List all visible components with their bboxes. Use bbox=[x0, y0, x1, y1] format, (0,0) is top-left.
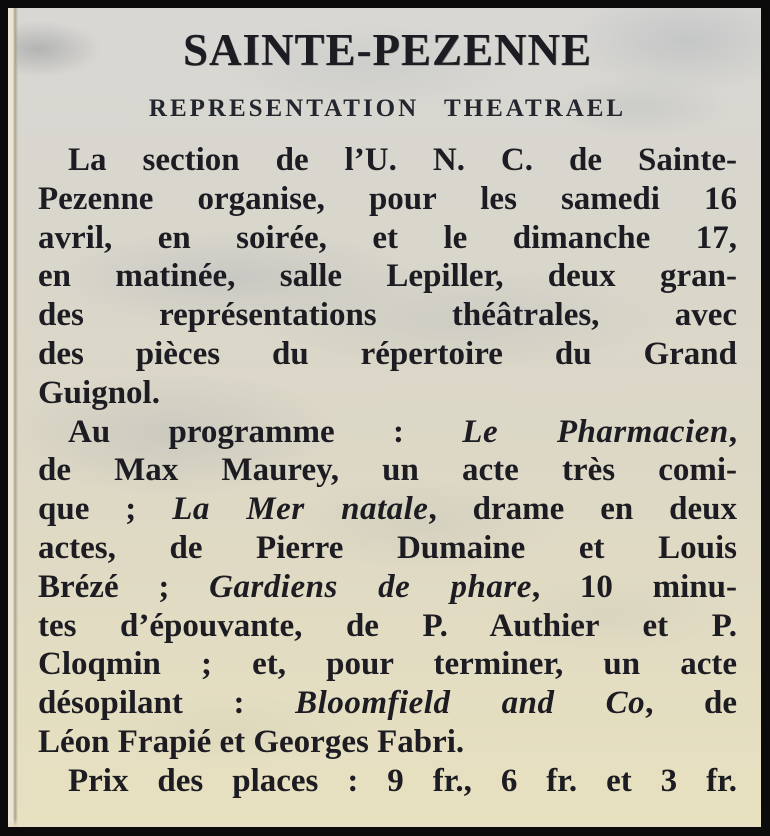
article bbox=[8, 8, 761, 801]
newspaper-clipping bbox=[8, 8, 761, 827]
article-body bbox=[38, 141, 737, 801]
text-line bbox=[38, 296, 737, 335]
text-segment: Brézé ; bbox=[38, 568, 210, 605]
text-segment: Pezenne organise, pour les samedi 16 bbox=[38, 180, 737, 217]
text-segment: tes d’épouvante, de P. Authier et P. bbox=[38, 607, 737, 644]
text-segment: de Max Maurey, un acte très comi- bbox=[38, 452, 737, 489]
paragraph bbox=[38, 413, 737, 762]
text-line bbox=[38, 645, 737, 684]
text-segment: Léon Frapié et Georges Fabri. bbox=[38, 723, 465, 760]
text-segment: actes, de Pierre Dumaine et Louis bbox=[38, 529, 737, 566]
text-segment: des représentations théâtrales, avec bbox=[38, 297, 737, 334]
text-segment: , bbox=[728, 413, 737, 450]
play-title-italic: Bloomfield and Co bbox=[295, 685, 646, 722]
text-segment: des pièces du répertoire du Grand bbox=[38, 335, 737, 372]
text-line bbox=[38, 762, 737, 801]
text-segment: Au programme : bbox=[68, 413, 463, 450]
text-line bbox=[38, 684, 737, 723]
text-line bbox=[38, 335, 737, 374]
text-line bbox=[38, 451, 737, 490]
text-line bbox=[38, 723, 737, 762]
text-line bbox=[38, 568, 737, 607]
paragraph bbox=[38, 141, 737, 413]
text-line bbox=[38, 529, 737, 568]
play-title-italic: Le Pharmacien bbox=[462, 413, 729, 450]
text-line bbox=[38, 374, 737, 413]
text-segment: Guignol. bbox=[38, 374, 160, 411]
text-line bbox=[38, 490, 737, 529]
text-line bbox=[38, 413, 737, 452]
text-segment: Cloqmin ; et, pour terminer, un acte bbox=[38, 646, 737, 683]
play-title-italic: La Mer natale bbox=[172, 491, 429, 528]
text-line bbox=[38, 607, 737, 646]
paragraph bbox=[38, 762, 737, 801]
text-line bbox=[38, 219, 737, 258]
text-segment: que ; bbox=[38, 491, 173, 528]
text-line bbox=[38, 257, 737, 296]
text-segment: désopilant : bbox=[38, 685, 296, 722]
text-segment: , 10 minu- bbox=[531, 568, 737, 605]
text-line bbox=[38, 180, 737, 219]
text-segment: , de bbox=[645, 685, 737, 722]
text-segment: La section de l’U. N. C. de Sainte- bbox=[68, 142, 737, 178]
text-segment: Prix des places : 9 fr., 6 fr. et 3 fr. bbox=[68, 762, 737, 799]
text-segment: avril, en soirée, et le dimanche 17, bbox=[38, 219, 737, 256]
text-segment: en matinée, salle Lepiller, deux gran- bbox=[38, 258, 737, 295]
text-segment: , drame en deux bbox=[428, 491, 737, 528]
play-title-italic: Gardiens de phare bbox=[209, 568, 532, 605]
article-title: SAINTE-PEZENNE bbox=[182, 25, 593, 75]
text-line bbox=[38, 141, 737, 180]
article-subtitle: REPRESENTATION THEATRAEL bbox=[148, 95, 627, 122]
